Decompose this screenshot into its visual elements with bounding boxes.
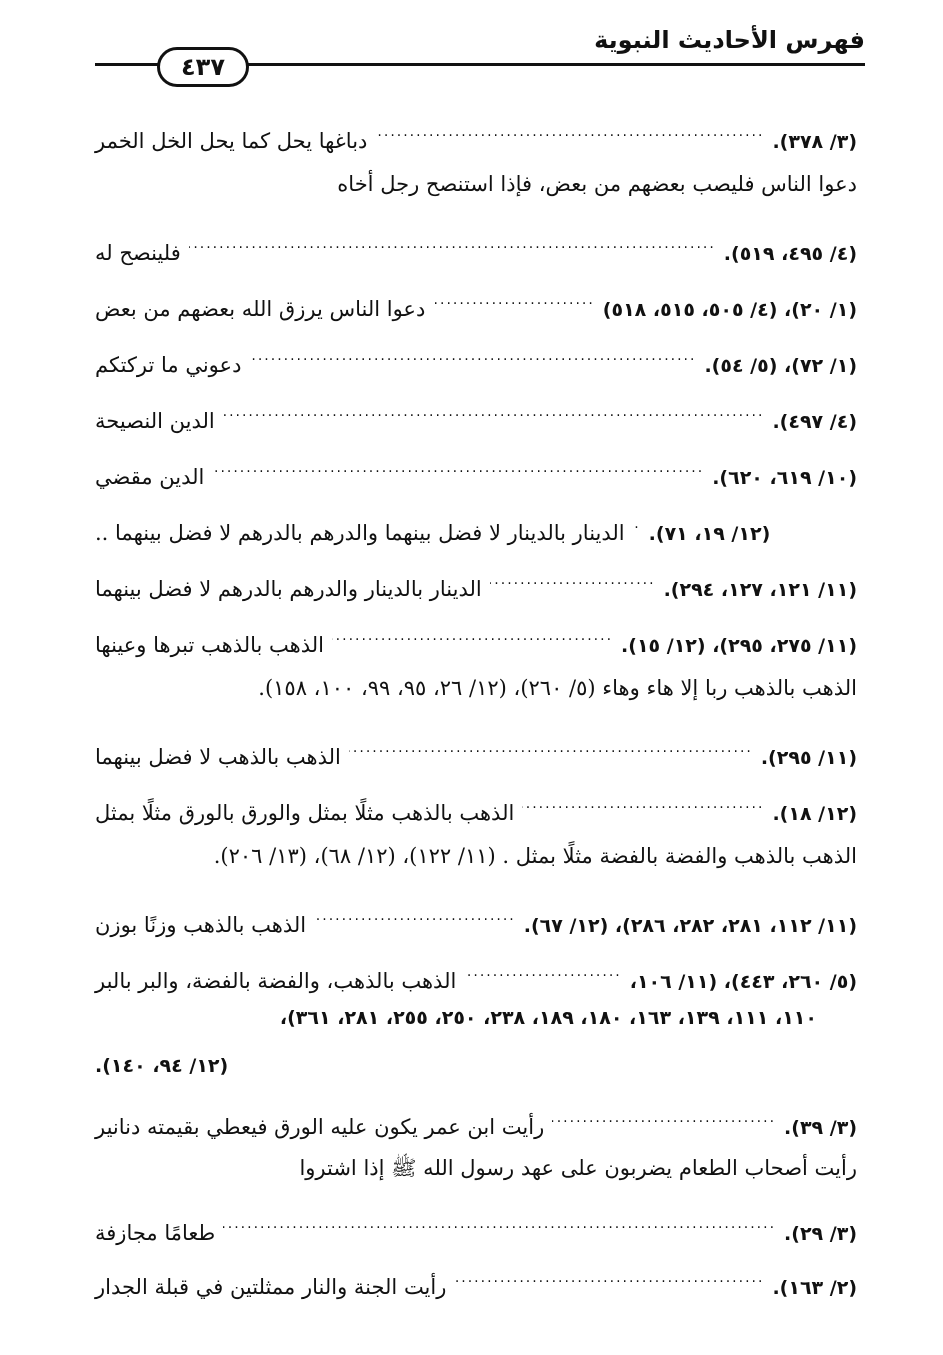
entry-reference: (١/ ٢٠)، (٤/ ٥٠٥، ٥١٥، ٥١٨) [602, 299, 857, 321]
index-entry [95, 948, 857, 993]
index-entry [95, 108, 857, 153]
leader-dots [464, 948, 621, 988]
entry-text: رأيت أصحاب الطعام يضربون على عهد رسول الله ﷺ إذا اشتروا [299, 1156, 857, 1180]
index-entry [95, 724, 857, 769]
entry-text: دعوا الناس يرزق الله بعضهم من بعض [95, 297, 426, 321]
entry-text: الدين مقضي [95, 465, 205, 489]
entry-reference: ١١٠، ١١١، ١٣٩، ١٦٣، ١٨٠، ١٨٩، ٢٣٨، ٢٥٠، ٢٥٥، ٢٨١، ٣٦١)، [279, 1007, 817, 1029]
entry-text: الذهب بالذهب والفضة بالفضة مثلًا بمثل . (١١/ ١٢٢)، (١٢/ ٦٨)، (١٣/ ٢٠٦). [213, 844, 857, 868]
page-title: فهرس الأحاديث النبوية [594, 26, 865, 54]
index-entry [95, 892, 857, 937]
entry-text: رأيت ابن عمر يكون عليه الورق فيعطي بقيمته دنانير [95, 1115, 545, 1139]
leader-dots [433, 276, 594, 316]
index-entry [95, 1200, 857, 1245]
entry-text: الدين النصيحة [95, 409, 215, 433]
entry-reference: (٥/ ٢٦٠، ٤٤٣)، (١١/ ١٠٦، [629, 971, 857, 993]
index-entry [95, 332, 857, 377]
entry-reference: (١٠/ ٦١٩، ٦٢٠). [712, 467, 857, 489]
index-entry [95, 164, 857, 204]
leader-dots [454, 1254, 764, 1294]
index-entry [95, 836, 857, 876]
index-entry [95, 1254, 857, 1299]
leader-dots [223, 388, 765, 428]
leader-dots [375, 108, 764, 148]
entry-text: دعوا الناس فليصب بعضهم من بعض، فإذا استنصح رجل أخاه [337, 172, 857, 196]
entry-text: طعامًا مجازفة [95, 1221, 216, 1245]
index-entry-continuation [95, 998, 857, 1038]
leader-dots [490, 556, 656, 596]
index-entry [95, 1148, 857, 1188]
entry-reference: (١١/ ١١٢، ٢٨١، ٢٨٢، ٢٨٦)، (١٢/ ٦٧). [523, 915, 857, 937]
index-entry [95, 612, 857, 657]
leader-dots [212, 444, 704, 484]
index-entry [95, 444, 857, 489]
entry-text: الذهب بالذهب تبرها وعينها [95, 633, 325, 657]
leader-dots [314, 892, 516, 932]
entry-reference: (١١/ ٢٩٥). [760, 747, 857, 769]
entry-reference: (١١/ ١٢١، ١٢٧، ٢٩٤). [663, 579, 857, 601]
page-number-badge: ٤٣٧ [157, 47, 249, 87]
entry-reference: (٣/ ٣٩). [784, 1117, 857, 1139]
entry-text: الدينار بالدينار لا فضل بينهما والدرهم بالدرهم لا فضل بينهما .. [95, 521, 625, 545]
entry-reference: (١٢/ ١٨). [772, 803, 857, 825]
leader-dots [189, 220, 716, 260]
entry-text: الدينار بالدينار والدرهم بالدرهم لا فضل بينهما [95, 577, 482, 601]
entry-text: رأيت الجنة والنار ممثلتين في قبلة الجدار [95, 1275, 447, 1299]
entry-reference: (٤/ ٤٩٥، ٥١٩). [723, 243, 857, 265]
index-entry [95, 556, 857, 601]
entry-text: الذهب بالذهب ربا إلا هاء وهاء (٥/ ٢٦٠)، (١٢/ ٢٦، ٩٥، ٩٩، ١٠٠، ١٥٨). [258, 676, 857, 700]
entry-reference: (١٢/ ١٩، ٧١). [648, 523, 771, 545]
index-entry [95, 220, 857, 265]
entry-text: الذهب بالذهب وزنًا بوزن [95, 913, 307, 937]
entry-reference: (١/ ٧٢)، (٥/ ٥٤). [704, 355, 857, 377]
entry-reference: (٣/ ٣٧٨). [772, 131, 857, 153]
entry-text: الذهب بالذهب مثلًا بمثل والورق بالورق مثلًا بمثل [95, 801, 515, 825]
entry-text: دباغها يحل كما يحل الخل الخمر [95, 129, 368, 153]
leader-dots [522, 780, 764, 820]
leader-dots [633, 500, 641, 540]
leader-dots [349, 724, 753, 764]
index-entry [95, 780, 857, 825]
entry-reference: (٢/ ١٦٣). [772, 1277, 857, 1299]
entry-text: فلينصح له [95, 241, 181, 265]
leader-dots [249, 332, 696, 372]
leader-dots [332, 612, 613, 652]
index-entry [95, 388, 857, 433]
entry-reference: (٤/ ٤٩٧). [772, 411, 857, 433]
leader-dots [552, 1094, 776, 1134]
page-header [95, 22, 865, 92]
index-entry-continuation [95, 1046, 857, 1086]
index-entry [95, 500, 857, 545]
entry-reference: (١١/ ٢٧٥، ٢٩٥)، (١٢/ ١٥). [621, 635, 857, 657]
entry-text: الذهب بالذهب لا فضل بينهما [95, 745, 341, 769]
leader-dots [223, 1200, 776, 1240]
entry-reference: (٣/ ٢٩). [784, 1223, 857, 1245]
index-entry [95, 276, 857, 321]
entry-reference: (١٢/ ٩٤، ١٤٠). [95, 1055, 229, 1077]
entry-text: دعوني ما تركتكم [95, 353, 242, 377]
entry-text: الذهب بالذهب، والفضة بالفضة، والبر بالبر [95, 969, 457, 993]
index-entry [95, 668, 857, 708]
index-entry [95, 1094, 857, 1139]
